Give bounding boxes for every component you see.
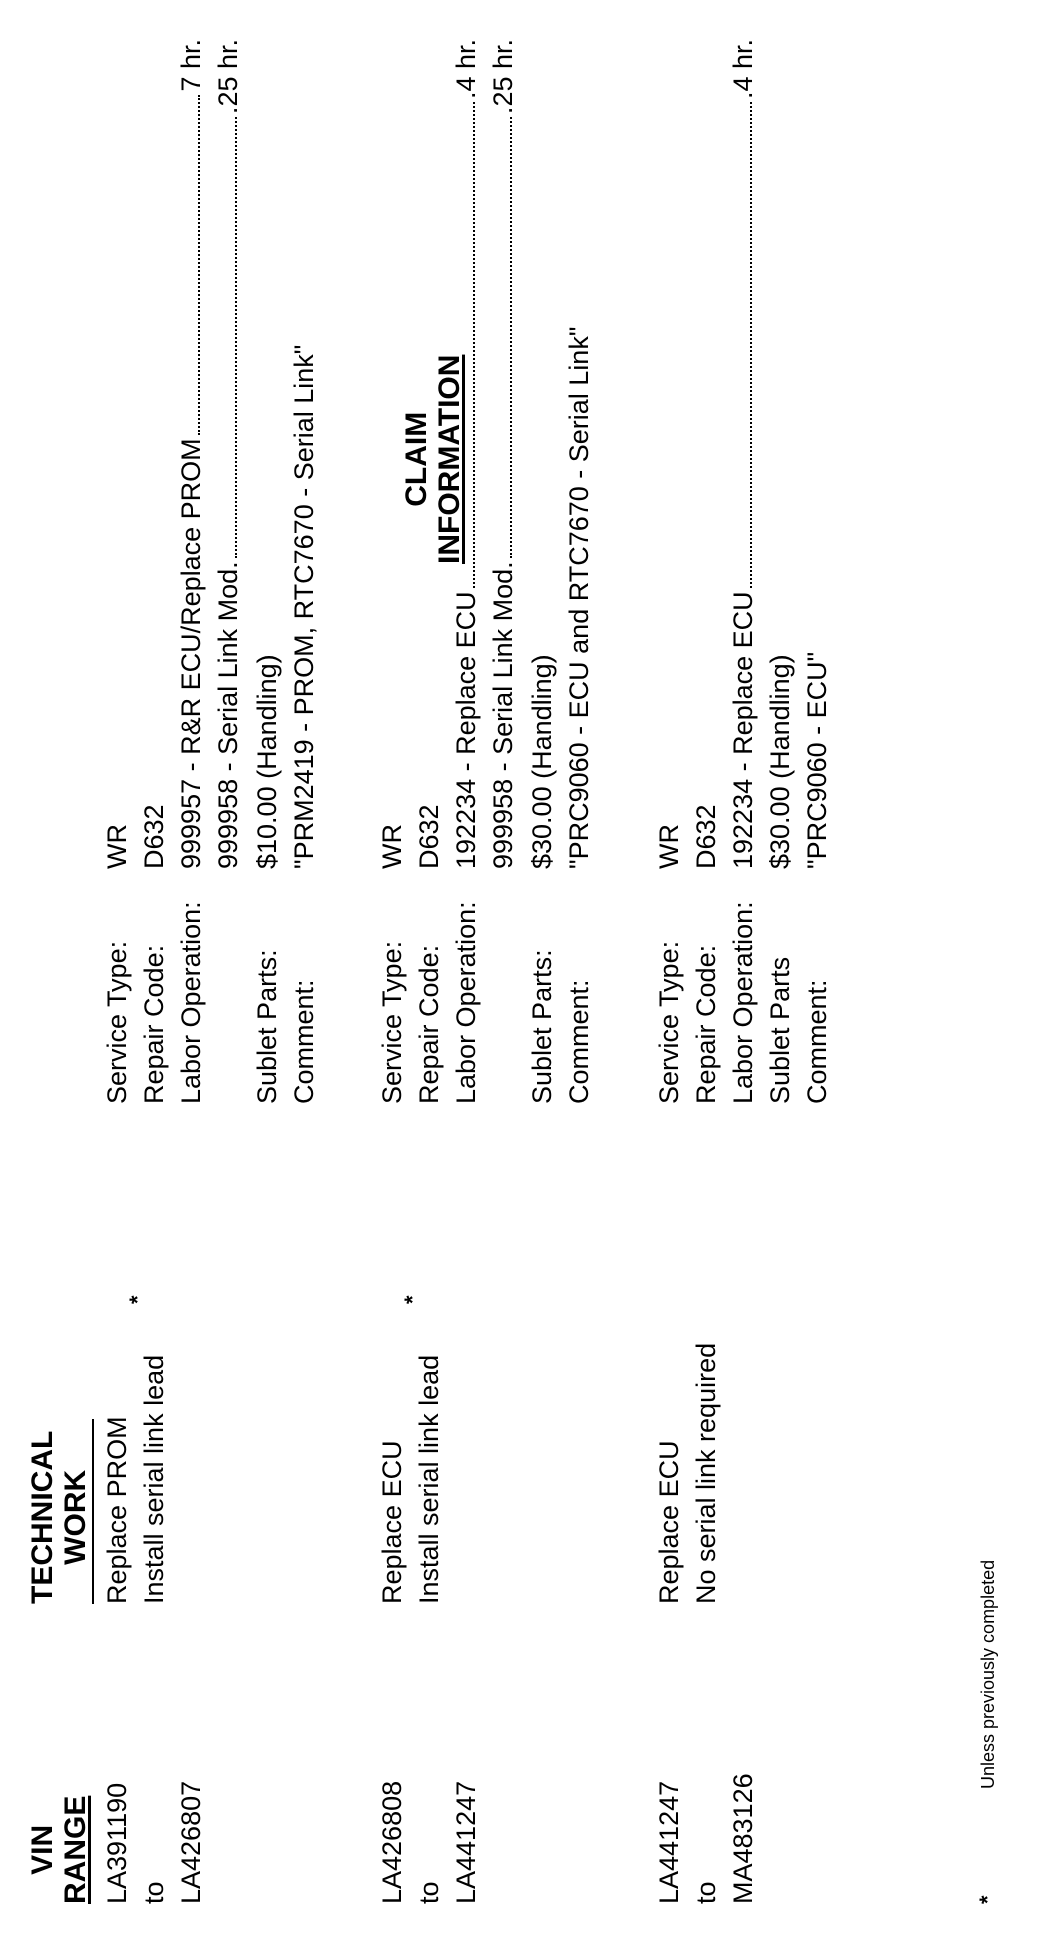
labor-operation-line bbox=[486, 39, 520, 869]
labor-operation-code: 192234 - Replace ECU bbox=[728, 591, 758, 869]
labor-operation-time: .25 hr. bbox=[213, 39, 243, 115]
sublet-parts-label: Sublet Parts: bbox=[527, 949, 557, 1104]
tech-work-line-2: Install serial link lead bbox=[139, 1354, 169, 1604]
repair-code-value: D632 bbox=[414, 804, 444, 869]
tech-work-line-2: No serial link required bbox=[691, 1342, 721, 1604]
repair-code-value: D632 bbox=[691, 804, 721, 869]
labor-operation-time: 7 hr. bbox=[176, 39, 206, 92]
footnote-asterisk: * bbox=[125, 1295, 150, 1304]
repair-code-label: Repair Code: bbox=[414, 944, 444, 1104]
sublet-parts-label: Sublet Parts: bbox=[252, 949, 282, 1104]
service-type-value: WR bbox=[377, 824, 407, 869]
footnote-text: Unless previously completed bbox=[978, 1559, 998, 1789]
vin-start: LA426808 bbox=[377, 1780, 407, 1904]
footnote-marker: * bbox=[975, 1895, 1000, 1904]
labor-operation-line bbox=[174, 39, 208, 869]
dot-leader bbox=[235, 117, 237, 558]
labor-operation-code: 192234 - Replace ECU bbox=[451, 591, 481, 869]
service-type-label: Service Type: bbox=[654, 940, 684, 1104]
labor-operation-line bbox=[726, 39, 760, 869]
vin-end: MA483126 bbox=[728, 1773, 758, 1904]
tech-work-line-1: Replace ECU bbox=[654, 1440, 684, 1604]
sublet-parts-value: $10.00 (Handling) bbox=[252, 654, 282, 869]
vin-to: to bbox=[414, 1881, 444, 1904]
tech-work-line-2: Install serial link lead bbox=[414, 1354, 444, 1604]
vin-end: LA426807 bbox=[176, 1780, 206, 1904]
repair-code-label: Repair Code: bbox=[691, 944, 721, 1104]
comment-value: "PRC9060 - ECU and RTC7670 - Serial Link" bbox=[564, 326, 594, 869]
sublet-parts-label: Sublet Parts bbox=[765, 956, 795, 1104]
vin-start: LA391190 bbox=[102, 1782, 132, 1904]
comment-label: Comment: bbox=[564, 979, 594, 1104]
technical-work-underline bbox=[92, 1419, 94, 1604]
labor-operation-line bbox=[449, 39, 483, 869]
footnote-asterisk: * bbox=[400, 1295, 425, 1304]
labor-operation-label: Labor Operation: bbox=[728, 901, 758, 1104]
vin-range-header: VIN RANGE bbox=[26, 1795, 92, 1904]
comment-label: Comment: bbox=[802, 979, 832, 1104]
labor-operation-time: .4 hr. bbox=[728, 39, 758, 100]
service-type-label: Service Type: bbox=[102, 940, 132, 1104]
dot-leader bbox=[198, 95, 200, 436]
labor-operation-line bbox=[211, 39, 245, 869]
labor-operation-code: 999958 - Serial Link Mod. bbox=[213, 561, 243, 869]
labor-operation-code: 999957 - R&R ECU/Replace PROM bbox=[176, 438, 206, 869]
labor-operation-time: .25 hr. bbox=[488, 39, 518, 115]
dot-leader bbox=[473, 102, 475, 588]
labor-operation-label: Labor Operation: bbox=[176, 901, 206, 1104]
repair-code-value: D632 bbox=[139, 804, 169, 869]
tech-work-line-1: Replace PROM bbox=[102, 1416, 132, 1604]
service-type-value: WR bbox=[654, 824, 684, 869]
labor-operation-code: 999958 - Serial Link Mod. bbox=[488, 561, 518, 869]
sublet-parts-value: $30.00 (Handling) bbox=[527, 654, 557, 869]
vin-to: to bbox=[139, 1881, 169, 1904]
vin-end: LA441247 bbox=[451, 1780, 481, 1904]
service-type-value: WR bbox=[102, 824, 132, 869]
vin-to: to bbox=[691, 1881, 721, 1904]
comment-label: Comment: bbox=[289, 979, 319, 1104]
repair-code-label: Repair Code: bbox=[139, 944, 169, 1104]
sublet-parts-value: $30.00 (Handling) bbox=[765, 654, 795, 869]
vin-start: LA441247 bbox=[654, 1780, 684, 1904]
dot-leader bbox=[750, 102, 752, 588]
labor-operation-label: Labor Operation: bbox=[451, 901, 481, 1104]
tech-work-line-1: Replace ECU bbox=[377, 1440, 407, 1604]
dot-leader bbox=[510, 117, 512, 558]
labor-operation-time: .4 hr. bbox=[451, 39, 481, 100]
claim-information-header: CLAIM INFORMATION bbox=[400, 354, 466, 564]
technical-work-header: TECHNICAL WORK bbox=[26, 1430, 92, 1604]
comment-value: "PRM2419 - PROM, RTC7670 - Serial Link" bbox=[289, 344, 319, 869]
service-type-label: Service Type: bbox=[377, 940, 407, 1104]
comment-value: "PRC9060 - ECU" bbox=[802, 651, 832, 869]
